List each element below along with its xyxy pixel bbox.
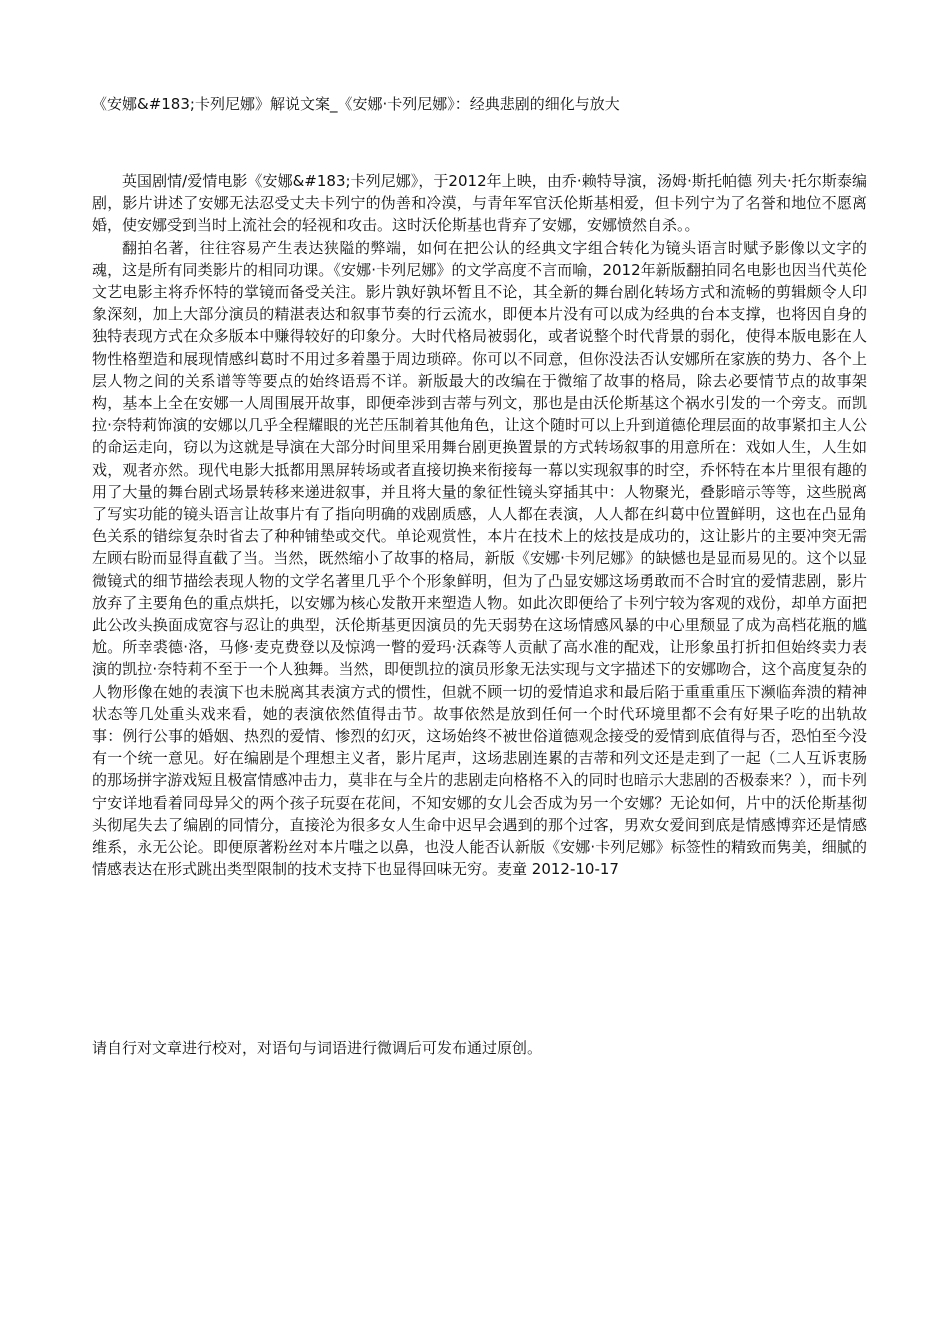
- document-title: 《安娜&#183;卡列尼娜》解说文案_《安娜·卡列尼娜》：经典悲剧的细化与放大: [92, 95, 620, 113]
- proofread-note: 请自行对文章进行校对，对语句与词语进行微调后可发布通过原创。: [92, 1039, 543, 1057]
- paragraph-synopsis: 英国剧情/爱情电影《安娜&#183;卡列尼娜》，于2012年上映，由乔·赖特导演，汤姆·斯托帕德 列夫·托尔斯泰编剧，影片讲述了安娜无法忍受丈夫卡列宁的伪善和冷漠，与青年军官沃伦斯基相爱，但卡列宁为了名誉和地位不愿离婚，使安娜受到当时上流社会的轻视和攻击。这时沃伦斯基也背弃了安娜，安娜愤然自杀。。: [92, 172, 867, 235]
- paragraph-review: 翻拍名著，往往容易产生表达狭隘的弊端，如何在把公认的经典文字组合转化为镜头语言时赋予影像以文字的魂，这是所有同类影片的相同功课。《安娜·卡列尼娜》的文学高度不言而喻，2012年新版翻拍同名电影也因当代英伦文艺电影主将乔怀特的掌镜而备受关注。影片孰好孰坏暂且不论，其全新的舞台剧化转场方式和流畅的剪辑颇令人印象深刻，加上大部分演员的精湛表达和叙事节奏的行云流水，即便本片没有可以成为经典的台本支撑，也将因自身的独特表现方式在众多版本中赚得较好的印象分。大时代格局被弱化，或者说整个时代背景的弱化，使得本版电影在人物性格塑造和展现情感纠葛时不用过多着墨于周边琐碎。你可以不同意，但你没法否认安娜所在家族的势力、各个上层人物之间的关系谱等等要点的始终语焉不详。新版最大的改编在于微缩了故事的格局，除去必要情节点的故事架构，基本上全在安娜一人周围展开故事，即便牵涉到吉蒂与列文，那也是由沃伦斯基这个祸水引发的一个旁支。而凯拉·奈特莉饰演的安娜以几乎全程耀眼的光芒压制着其他角色，让这个随时可以上升到道德伦理层面的故事紧扣主人公的命运走向，窃以为这就是导演在大部分时间里采用舞台剧更换置景的方式转场叙事的用意所在：戏如人生，人生如戏，观者亦然。现代电影大抵都用黑屏转场或者直接切换来衔接每一幕以实现叙事的时空，乔怀特在本片里很有趣的用了大量的舞台剧式场景转移来递进叙事，并且将大量的象征性镜头穿插其中：人物聚光，叠影暗示等等，这些脱离了写实功能的镜头语言让故事片有了指向明确的戏剧质感，人人都在表演，人人都在纠葛中位置鲜明，这也在凸显角色关系的错综复杂时省去了种种铺垫或交代。单论观赏性，本片在技术上的炫技是成功的，这让影片的主要冲突无需左顾右盼而显得直截了当。当然，既然缩小了故事的格局，新版《安娜·卡列尼娜》的缺憾也是显而易见的。这个以显微镜式的细节描绘表现人物的文学名著里几乎个个形象鲜明，但为了凸显安娜这场勇敢而不合时宜的爱情悲剧，影片放弃了主要角色的重点烘托，以安娜为核心发散开来塑造人物。如此次即便给了卡列宁较为客观的戏份，却单方面把此公改头换面成宽容与忍让的典型，沃伦斯基更因演员的先天弱势在这场情感风暴的中心里颓显了成为高档花瓶的尴尬。所幸裘德·洛，马修·麦克费登以及惊鸿一瞥的爱玛·沃森等人贡献了高水准的配戏，让形象虽打折扣但始终卖力表演的凯拉·奈特莉不至于一个人独舞。当然，即便凯拉的演员形象无法实现与文字描述下的安娜吻合，这个高度复杂的人物形像在她的表演下也未脱离其表演方式的惯性，但就不顾一切的爱情追求和最后陷于重重重压下濒临奔溃的精神状态等几处重头戏来看，她的表演依然值得击节。故事依然是放到任何一个时代环境里都不会有好果子吃的出轨故事：例行公事的婚姻、热烈的爱情、惨烈的幻灭，这场始终不被世俗道德观念接受的爱情到底值得与否，恐怕至今没有一个统一意见。好在编剧是个理想主义者，影片尾声，这场悲剧连累的吉蒂和列文还是走到了一起（二人互诉衷肠的那场拼字游戏短且极富情感冲击力，莫非在与全片的悲剧走向格格不入的同时也暗示大悲剧的否极泰来？），而卡列宁安详地看着同母异父的两个孩子玩耍在花间，不知安娜的女儿会否成为另一个安娜？无论如何，片中的沃伦斯基彻头彻尾失去了编剧的同情分，直接沦为很多女人生命中迟早会遇到的那个过客，男欢女爱间到底是情感博弈还是情感维系，永无公论。即便原著粉丝对本片嗤之以鼻，也没人能否认新版《安娜·卡列尼娜》标签性的精致而隽美，细腻的情感表达在形式跳出类型限制的技术支持下也显得回味无穷。麦童 2012-10-17: [92, 238, 867, 879]
- article-body: [92, 170, 867, 881]
